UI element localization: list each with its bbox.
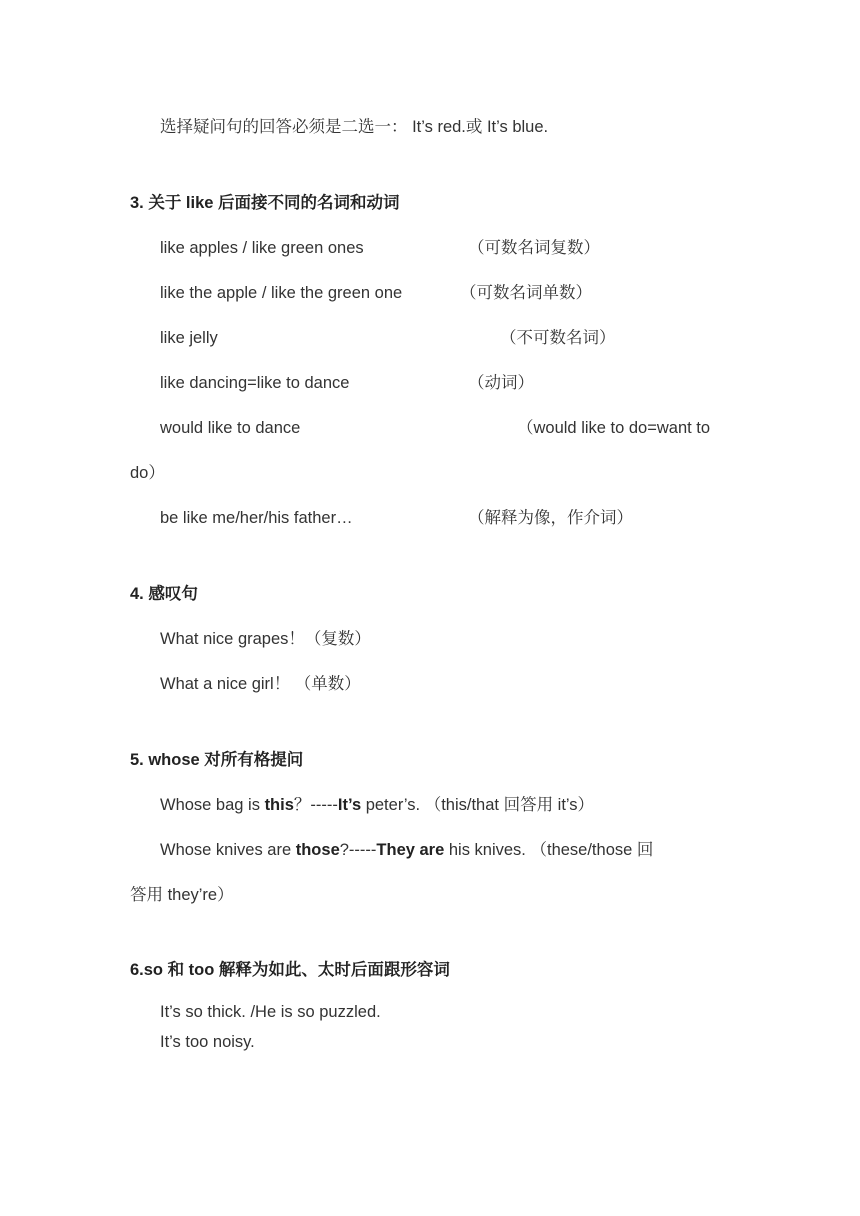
emphasis-they-are: They are (376, 841, 445, 859)
like-note-5-continued: do） (130, 464, 165, 482)
whose-example-2: Whose knives are those?-----They are his knives. （these/those 回 (160, 841, 654, 859)
like-note-2: （可数名词单数） (460, 284, 592, 302)
like-note-5: （would like to do=want to (517, 419, 711, 437)
like-example-1: like apples / like green ones (160, 239, 364, 257)
section-6-heading: 6.so 和 too 解释为如此、太时后面跟形容词 (130, 961, 450, 979)
like-example-6: be like me/her/his father… (160, 509, 353, 527)
like-note-6: （解释为像，作介词） (468, 509, 633, 527)
so-too-example-2: It’s too noisy. (160, 1033, 255, 1051)
intro-text: 选择疑问句的回答必须是二选一： It’s red.或 It’s blue. (160, 118, 549, 136)
section-5-heading: 5. whose 对所有格提问 (130, 751, 304, 769)
emphasis-those: those (295, 841, 340, 859)
like-example-4: like dancing=like to dance (160, 374, 350, 392)
like-example-5: would like to dance (160, 419, 301, 437)
section-3-heading: 3. 关于 like 后面接不同的名词和动词 (130, 194, 400, 212)
like-example-2: like the apple / like the green one (160, 284, 403, 302)
exclamation-example-1: What nice grapes！（复数） (160, 630, 371, 648)
like-example-3: like jelly (160, 329, 218, 347)
emphasis-its: It’s (337, 796, 362, 814)
like-note-1: （可数名词复数） (468, 239, 600, 257)
so-too-example-1: It’s so thick. /He is so puzzled. (160, 1003, 381, 1021)
whose-example-1: Whose bag is this？-----It’s peter’s. （this/that 回答用 it’s） (160, 796, 595, 814)
whose-example-2-continued: 答用 they’re） (130, 886, 234, 904)
like-note-4: （动词） (468, 374, 534, 392)
exclamation-example-2: What a nice girl！ （单数） (160, 675, 361, 693)
like-note-3: （不可数名词） (500, 329, 616, 347)
emphasis-this: this (264, 796, 294, 814)
section-4-heading: 4. 感叹句 (130, 585, 198, 603)
